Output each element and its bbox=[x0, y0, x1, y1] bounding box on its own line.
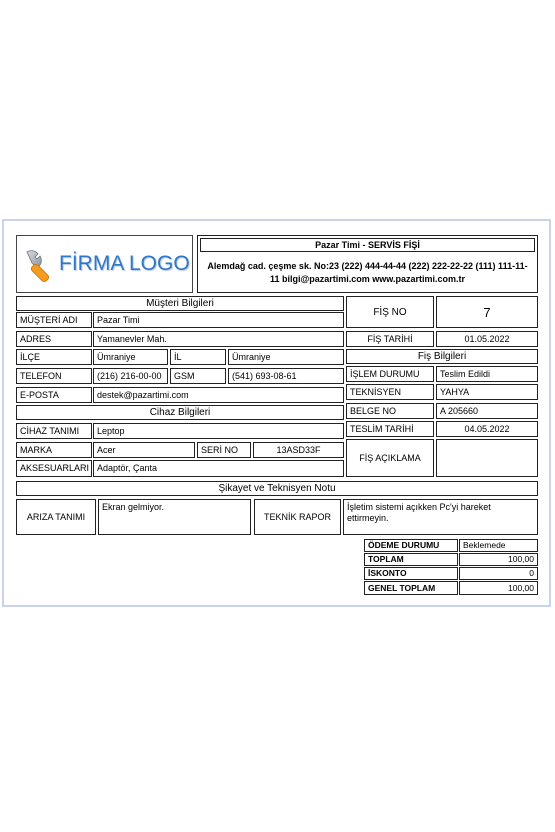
payment-status-label: ÖDEME DURUMU bbox=[364, 539, 458, 552]
receipt-delivery-label: TESLİM TARİHİ bbox=[346, 421, 434, 437]
device-brand-label: MARKA bbox=[16, 442, 92, 458]
receipt-no-label: FİŞ NO bbox=[346, 296, 434, 328]
customer-district-label: İLÇE bbox=[16, 349, 92, 365]
receipt-delivery-value: 04.05.2022 bbox=[436, 421, 538, 437]
grand-total-value: 100,00 bbox=[459, 581, 538, 595]
device-section-title: Cihaz Bilgileri bbox=[16, 405, 344, 420]
complaint-report-value: İşletim sistemi açıkken Pc'yi hareket ettirmeyin. bbox=[343, 499, 538, 535]
customer-phone-value: (216) 216-00-00 bbox=[93, 368, 168, 384]
customer-name-label: MÜŞTERİ ADI bbox=[16, 312, 92, 328]
customer-district-value: Ümraniye bbox=[93, 349, 168, 365]
company-title: Pazar Timi - SERVİS FİŞİ bbox=[200, 238, 535, 252]
customer-email-label: E-POSTA bbox=[16, 387, 92, 403]
device-serial-value: 13ASD33F bbox=[253, 442, 344, 458]
receipt-section-title: Fiş Bilgileri bbox=[346, 349, 538, 364]
receipt-date-label: FİŞ TARİHİ bbox=[346, 331, 434, 347]
complaint-section-title: Şikayet ve Teknisyen Notu bbox=[16, 481, 538, 496]
customer-address-value: Yamanevler Mah. bbox=[93, 331, 344, 347]
receipt-no-value: 7 bbox=[436, 296, 538, 328]
discount-label: İSKONTO bbox=[364, 567, 458, 580]
receipt-description-value bbox=[436, 439, 538, 477]
complaint-fault-value: Ekran gelmiyor. bbox=[98, 499, 251, 535]
customer-phone-label: TELEFON bbox=[16, 368, 92, 384]
customer-city-value: Ümraniye bbox=[228, 349, 344, 365]
grand-total-label: GENEL TOPLAM bbox=[364, 581, 458, 595]
customer-city-label: İL bbox=[170, 349, 226, 365]
device-accessories-label: AKSESUARLARI bbox=[16, 460, 92, 477]
customer-gsm-value: (541) 693-08-61 bbox=[228, 368, 344, 384]
logo-text: FİRMA LOGO bbox=[59, 252, 190, 275]
discount-value: 0 bbox=[459, 567, 538, 580]
company-address: Alemdağ cad. çeşme sk. No:23 (222) 444-44-44 (222) 222-22-22 (111) 111-11-11 bilgi@pazartimi.com www.pazartimi.com.tr bbox=[207, 261, 528, 284]
device-serial-label: SERİ NO bbox=[197, 442, 251, 458]
receipt-description-label: FİŞ AÇIKLAMA bbox=[346, 439, 434, 477]
customer-gsm-label: GSM bbox=[170, 368, 226, 384]
customer-email-value: destek@pazartimi.com bbox=[93, 387, 344, 403]
device-brand-value: Acer bbox=[93, 442, 195, 458]
receipt-status-value: Teslim Edildi bbox=[436, 366, 538, 382]
complaint-report-label: TEKNİK RAPOR bbox=[254, 499, 341, 535]
customer-section-title: Müşteri Bilgileri bbox=[16, 296, 344, 311]
customer-name-value: Pazar Timi bbox=[93, 312, 344, 328]
receipt-docno-value: A 205660 bbox=[436, 403, 538, 419]
device-accessories-value: Adaptör, Çanta bbox=[93, 460, 344, 477]
total-label: TOPLAM bbox=[364, 553, 458, 566]
receipt-date-value: 01.05.2022 bbox=[436, 331, 538, 347]
payment-status-value: Beklemede bbox=[459, 539, 538, 552]
customer-address-label: ADRES bbox=[16, 331, 92, 347]
receipt-technician-value: YAHYA bbox=[436, 384, 538, 400]
wrench-icon bbox=[21, 246, 59, 284]
company-header bbox=[197, 235, 538, 293]
complaint-fault-label: ARIZA TANIMI bbox=[16, 499, 96, 535]
device-type-value: Leptop bbox=[93, 423, 344, 439]
total-value: 100,00 bbox=[459, 553, 538, 566]
receipt-status-label: İŞLEM DURUMU bbox=[346, 366, 434, 382]
receipt-technician-label: TEKNİSYEN bbox=[346, 384, 434, 400]
receipt-docno-label: BELGE NO bbox=[346, 403, 434, 419]
logo-box bbox=[16, 235, 193, 293]
device-type-label: CİHAZ TANIMI bbox=[16, 423, 92, 439]
service-receipt-sheet bbox=[2, 219, 551, 607]
